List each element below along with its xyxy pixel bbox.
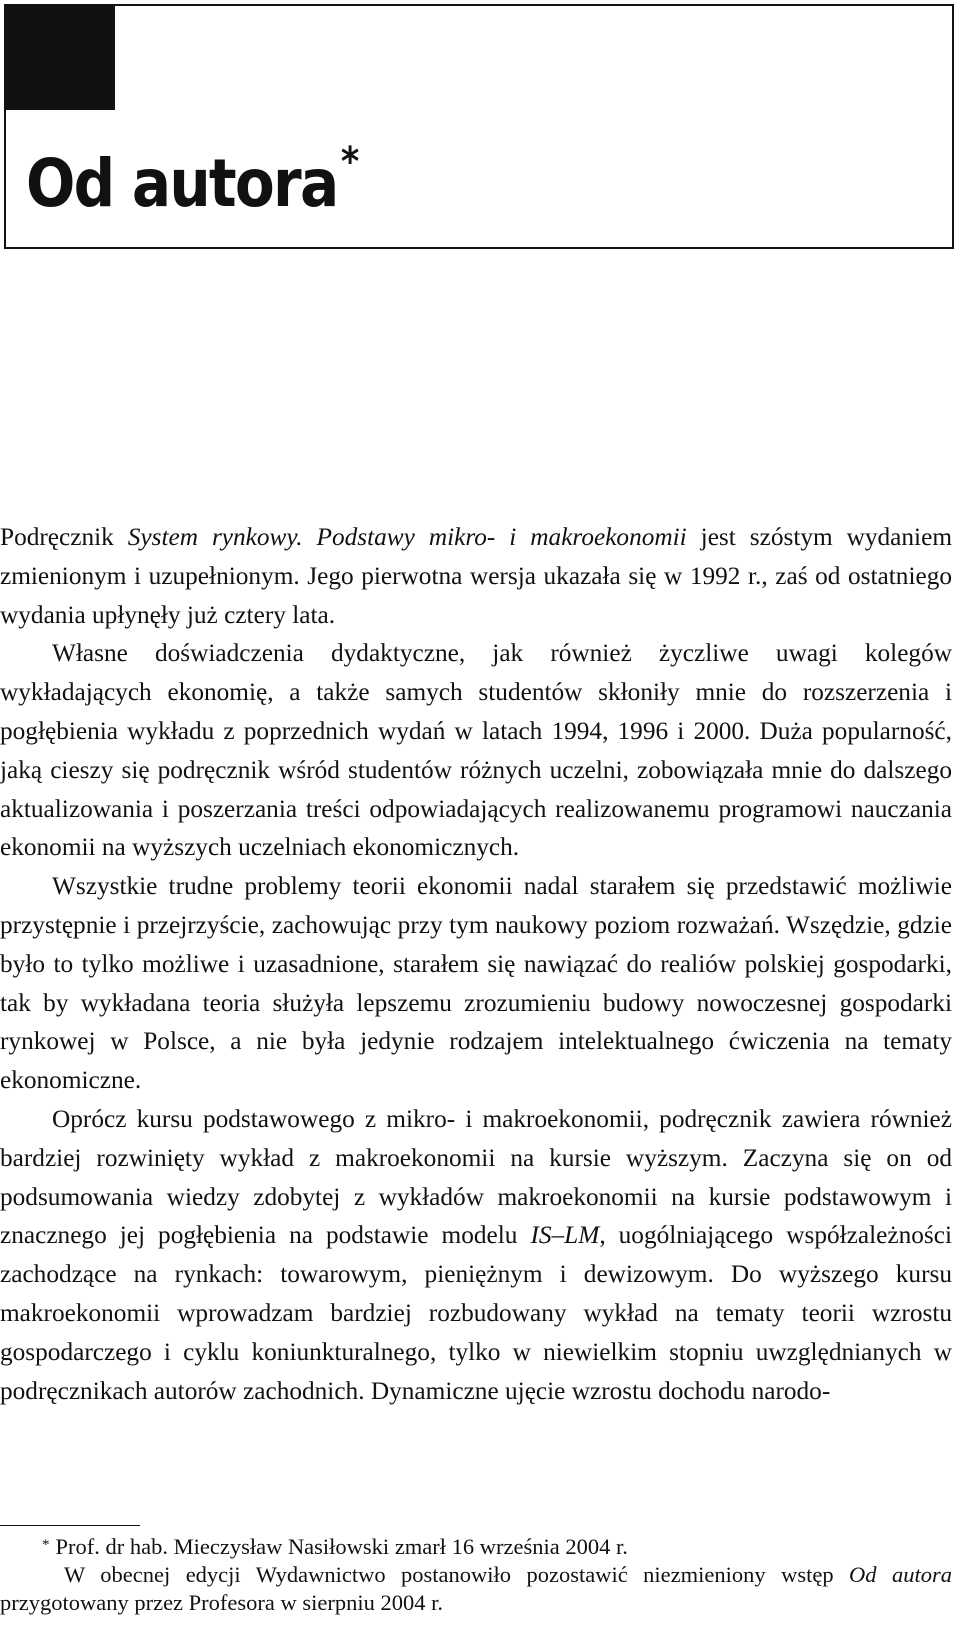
chapter-corner-block (4, 4, 115, 110)
chapter-title-text: Od autora (26, 145, 338, 222)
footnote-divider (0, 1525, 140, 1526)
chapter-title-footnote-mark: * (340, 139, 358, 185)
footnote-text: Prof. dr hab. Mieczysław Nasiłowski zmarł 16 września 2004 r. (55, 1534, 628, 1559)
paragraph-text: Podręcznik (0, 523, 128, 551)
footnote-text: W obecnej edycji Wydawnictwo postanowiło pozostawić niezmieniony wstęp (64, 1562, 850, 1587)
paragraph-text: Wszystkie trudne problemy teorii ekonomii nadal starałem się przedstawić możliwie przystępnie i przejrzyście, zachowując przy tym naukowy poziom rozważań. Wszędzie, gdzie było to tylko możliwe i uzasadnione, starałem się nawiązać do realiów polskiej gospodarki, tak by wykładana teoria służyła lepszemu zrozumieniu budowy nowoczesnej gospodarki rynkowej w Polsce, a nie była jedynie rodzajem intelektualnego ćwiczenia na tematy ekonomiczne. (0, 872, 952, 1095)
paragraph-3 (0, 867, 952, 1100)
paragraph-2 (0, 634, 952, 867)
paragraph-text: Oprócz kursu podstawowego z mikro- i makroekonomii, podręcznik zawiera również bardziej rozwinięty wykład z makroekonomii na kursie wyższym. Zaczyna się on od podsumowania wiedzy zdobytej z wykładów makroekonomii na kursie podstawowym i znacznego jej pogłębienia na podstawie modelu (0, 1104, 952, 1250)
book-title-italic: System rynkowy. Podstawy mikro- i makroekonomii (127, 523, 687, 551)
paragraph-text: jest szóstym wydaniem zmienionym i uzupełnionym. Jego pierwotna wersja ukazała się w 1992 r., zaś od ostatniego wydania upłynęły już cztery lata. (0, 523, 952, 629)
footnote-mark: * (42, 1537, 50, 1553)
paragraph-4 (0, 1100, 952, 1410)
footnote-2 (0, 1561, 952, 1617)
body-text (0, 518, 952, 1410)
footnote-italic-title: Od autora (849, 1562, 952, 1587)
paragraph-text: , uogólniającego współzależności zachodzące na rynkach: towarowym, pieniężnym i dewizowym. Do wyższego kursu makroekonomii wprowadzam bardziej rozbudowany wykład na tematy teorii wzrostu gospodarczego i cyklu koniunkturalnego, tylko w niewielkim stopniu uwzględnianych w podręcznikach autorów zachodnich. Dynamiczne ujęcie wzrostu dochodu narodo- (0, 1221, 952, 1405)
model-name-italic: IS–LM (530, 1221, 600, 1250)
footnote-text: przygotowany przez Profesora w sierpniu 2004 r. (0, 1590, 444, 1615)
footnotes (0, 1533, 952, 1617)
paragraph-1 (0, 518, 952, 634)
chapter-title (26, 139, 358, 222)
footnote-1 (0, 1533, 952, 1561)
paragraph-text: Własne doświadczenia dydaktyczne, jak również życzliwe uwagi kolegów wykładających ekonomię, a także samych studentów skłoniły mnie do rozszerzenia i pogłębienia wykładu z poprzednich wydań w latach 1994, 1996 i 2000. Duża popularność, jaką cieszy się podręcznik wśród studentów różnych uczelni, zobowiązała mnie do dalszego aktualizowania i poszerzania treści odpowiadających realizowanemu programowi nauczania ekonomii na wyższych uczelniach ekonomicznych. (0, 639, 952, 862)
